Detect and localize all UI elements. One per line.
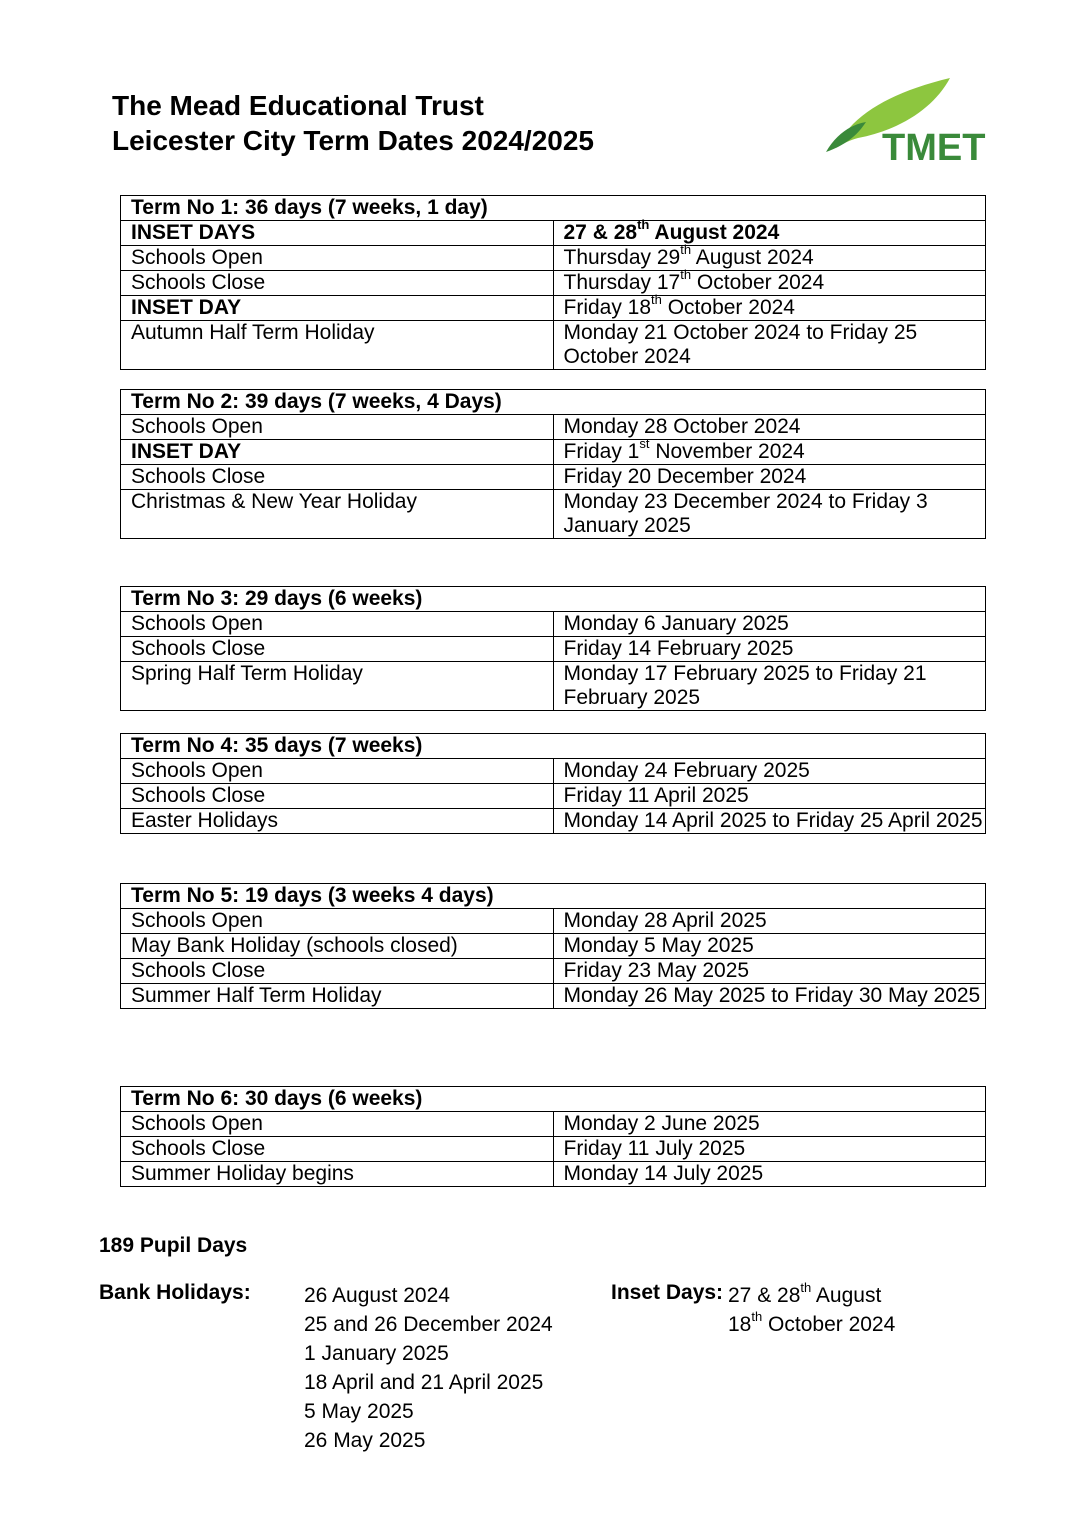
row-label: Schools Close [121,637,554,662]
inset-day-pre: 18 [728,1313,752,1336]
inset-days-list [728,1281,895,1339]
ordinal-suffix: th [751,1309,763,1324]
row-date [553,436,986,465]
table-row [121,984,986,1009]
row-date [553,1162,986,1187]
table-row [121,490,986,539]
row-label: Summer Holiday begins [121,1162,554,1187]
date-text: Friday 11 July 2025 [563,1137,746,1160]
table-row [121,784,986,809]
table-row [121,465,986,490]
table-row [121,662,986,711]
term-4-table [120,733,986,834]
row-date [553,662,986,711]
term-title: Term No 4: 35 days (7 weeks) [121,734,986,759]
row-date [553,465,986,490]
title-line-2: Leicester City Term Dates 2024/2025 [112,125,594,156]
term-2-table [120,389,986,539]
ordinal-suffix: th [637,217,650,232]
date-text: Friday 11 April 2025 [563,784,749,807]
row-date [553,1112,986,1137]
date-text: Monday 26 May 2025 to Friday 30 May 2025 [563,984,981,1007]
date-text: Thursday 29 [563,246,681,269]
term-title: Term No 5: 19 days (3 weeks 4 days) [121,884,986,909]
row-label: May Bank Holiday (schools closed) [121,934,554,959]
title-line-1: The Mead Educational Trust [112,90,484,121]
inset-day-pre: 27 & 28 [728,1284,801,1307]
logo-text: TMET [882,127,986,166]
list-item [728,1281,895,1310]
row-label: INSET DAYS [121,221,554,246]
date-text: Monday 21 October 2024 to Friday 25 October 2024 [563,321,918,368]
inset-day-post: August [811,1284,882,1307]
row-label: Schools Open [121,415,554,440]
ordinal-suffix: st [639,436,650,451]
term-6-table [120,1086,986,1187]
date-text: Friday 20 December 2024 [563,465,807,488]
list-item: 18 April and 21 April 2025 [304,1371,544,1394]
list-item [728,1310,895,1339]
date-text: Monday 2 June 2025 [563,1112,760,1135]
date-text: Monday 28 October 2024 [563,415,801,438]
row-date [553,490,986,539]
row-label: Schools Close [121,784,554,809]
row-label: Schools Open [121,612,554,637]
row-date [553,1137,986,1162]
table-row [121,296,986,321]
row-date [553,784,986,809]
list-item: 5 May 2025 [304,1400,414,1423]
row-label: Christmas & New Year Holiday [121,490,554,539]
date-text-end: October 2024 [691,271,825,294]
term-title: Term No 1: 36 days (7 weeks, 1 day) [121,196,986,221]
table-row [121,1162,986,1187]
term-title: Term No 6: 30 days (6 weeks) [121,1087,986,1112]
row-date [553,809,986,834]
table-row [121,612,986,637]
row-label: Autumn Half Term Holiday [121,321,554,370]
row-date [553,759,986,784]
table-row [121,1112,986,1137]
table-row [121,221,986,246]
term-5-table [120,883,986,1009]
row-label: INSET DAY [121,440,554,465]
table-row [121,759,986,784]
table-row [121,440,986,465]
row-label: Schools Open [121,759,554,784]
row-label: Schools Open [121,909,554,934]
table-row [121,321,986,370]
table-row [121,959,986,984]
bank-holidays-list [304,1281,553,1455]
row-date [553,217,986,246]
pupil-days: 189 Pupil Days [99,1234,248,1257]
row-label: Spring Half Term Holiday [121,662,554,711]
row-date [553,415,986,440]
row-date [553,984,986,1009]
date-text-end: August 2024 [691,246,814,269]
row-date [553,637,986,662]
row-label: Schools Open [121,1112,554,1137]
date-text-end: November 2024 [649,440,805,463]
row-date [553,267,986,296]
tmet-logo [822,74,986,166]
ordinal-suffix: th [800,1280,812,1295]
ordinal-suffix: th [651,292,662,307]
date-text-end: October 2024 [661,296,795,319]
term-3-table [120,586,986,711]
table-row [121,809,986,834]
date-text: Friday 23 May 2025 [563,959,750,982]
bank-holidays-label: Bank Holidays: [99,1281,251,1304]
date-text: Monday 14 July 2025 [563,1162,764,1185]
row-label: Easter Holidays [121,809,554,834]
row-label: Summer Half Term Holiday [121,984,554,1009]
date-text: Friday 1 [563,440,640,463]
date-text: Monday 14 April 2025 to Friday 25 April 2025 [563,809,983,832]
table-row [121,637,986,662]
row-date [553,959,986,984]
row-label: Schools Open [121,246,554,271]
table-row [121,415,986,440]
date-text: Monday 23 December 2024 to Friday 3 January 2025 [563,490,928,537]
row-label: Schools Close [121,271,554,296]
date-text: Monday 28 April 2025 [563,909,767,932]
row-date [553,934,986,959]
ordinal-suffix: th [680,242,692,257]
row-date [553,909,986,934]
date-text: Monday 5 May 2025 [563,934,754,957]
list-item: 25 and 26 December 2024 [304,1313,553,1336]
ordinal-suffix: th [680,267,692,282]
row-date [553,242,986,271]
date-text: 27 & 28 [563,221,638,244]
date-text: Monday 24 February 2025 [563,759,810,782]
table-row [121,246,986,271]
table-row [121,271,986,296]
date-text: Monday 17 February 2025 to Friday 21 February 2025 [563,662,927,709]
list-item: 26 August 2024 [304,1284,450,1307]
list-item: 26 May 2025 [304,1429,426,1452]
row-date [553,292,986,321]
row-label: Schools Close [121,1137,554,1162]
document-title [112,88,594,158]
table-row [121,934,986,959]
inset-day-post: October 2024 [762,1313,896,1336]
date-text-end: August 2024 [649,221,780,244]
table-row [121,1137,986,1162]
date-text: Thursday 17 [563,271,681,294]
date-text: Friday 14 February 2025 [563,637,794,660]
term-title: Term No 2: 39 days (7 weeks, 4 Days) [121,390,986,415]
term-title: Term No 3: 29 days (6 weeks) [121,587,986,612]
row-label: Schools Close [121,959,554,984]
table-row [121,909,986,934]
row-label: Schools Close [121,465,554,490]
row-date [553,321,986,370]
row-label: INSET DAY [121,296,554,321]
date-text: Friday 18 [563,296,652,319]
list-item: 1 January 2025 [304,1342,449,1365]
date-text: Monday 6 January 2025 [563,612,789,635]
row-date [553,612,986,637]
term-1-table [120,195,986,370]
inset-days-label: Inset Days: [611,1281,724,1304]
